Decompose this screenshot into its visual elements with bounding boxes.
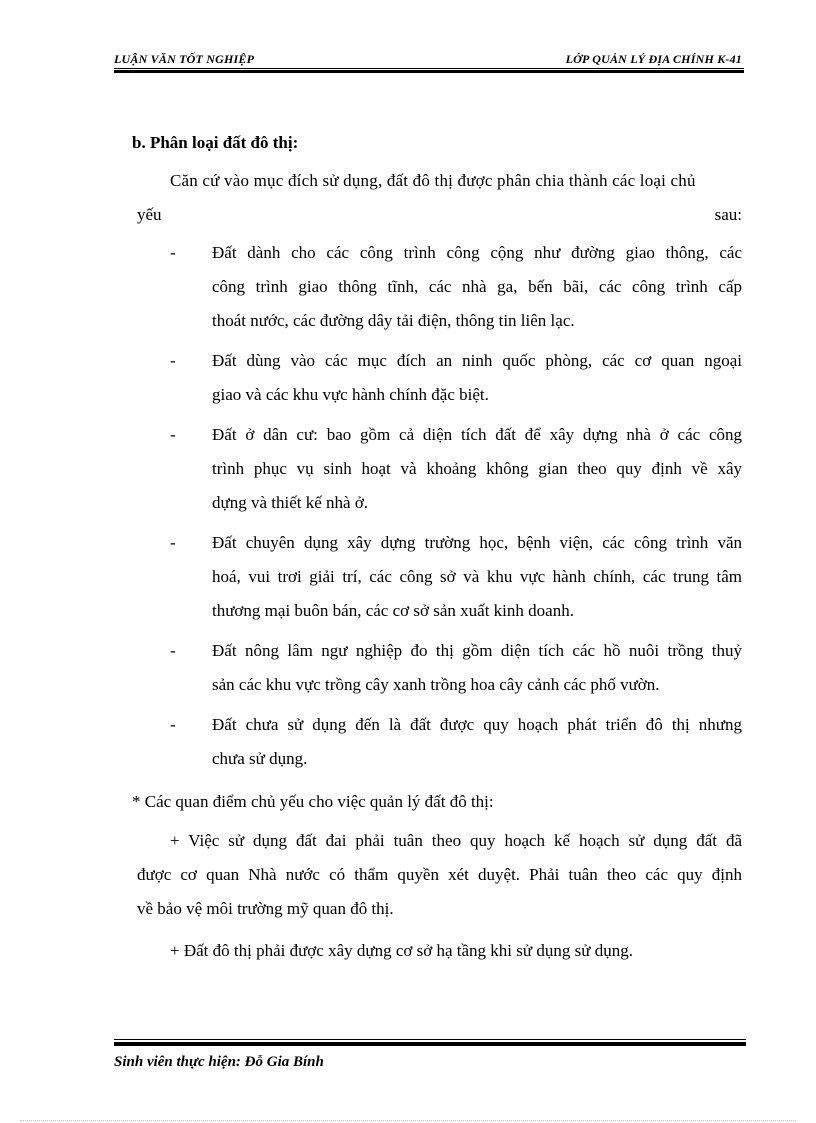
bullet-line: thương mại buôn bán, các cơ sở sản xuất kinh doanh. xyxy=(212,601,574,620)
bullet-item xyxy=(212,708,742,776)
viewpoint-1-line-1: + Việc sử dụng đất đai phải tuân theo quy hoạch kế hoạch sử dụng đất đã xyxy=(170,831,742,850)
intro-paragraph xyxy=(170,164,742,198)
bullet-dash: - xyxy=(170,351,176,370)
header-rule-thick xyxy=(114,70,744,73)
bullet-line: Đất chuyên dụng xây dựng trường học, bệnh viện, các công trình văn xyxy=(212,533,742,552)
bullet-line: Đất ở dân cư: bao gồm cả diện tích đất để xây dựng nhà ở các công xyxy=(212,425,742,444)
page-bottom-border xyxy=(20,1120,796,1121)
viewpoint-1-line-3: về bảo vệ môi trường mỹ quan đô thị. xyxy=(137,899,394,918)
header-rule-thin xyxy=(114,68,744,69)
bullet-dash: - xyxy=(170,425,176,444)
header-right-title: LỚP QUẢN LÝ ĐỊA CHÍNH K-41 xyxy=(565,52,742,66)
bullet-item xyxy=(212,634,742,702)
footer-author: Sinh viên thực hiện: Đỗ Gia Bính xyxy=(114,1054,324,1070)
intro-line-2-right: sau: xyxy=(714,205,742,224)
bullet-line: giao và các khu vực hành chính đặc biệt. xyxy=(212,385,489,404)
footer-rule-thick xyxy=(114,1042,746,1046)
viewpoint-1-line-1-wrap xyxy=(170,824,742,858)
bullet-line: hoá, vui trơi giải trí, các công sở và khu vực hành chính, các trung tâm xyxy=(212,567,742,586)
header-left-title: LUẬN VĂN TỐT NGHIỆP xyxy=(114,52,255,66)
bullet-line: Đất nông lâm ngư nghiệp đo thị gồm diện tích các hồ nuôi trồng thuỷ xyxy=(212,641,742,660)
bullet-dash: - xyxy=(170,243,176,262)
bullet-line: Đất dành cho các công trình công cộng như đường giao thông, các xyxy=(212,243,742,262)
viewpoints-title: * Các quan điểm chủ yếu cho việc quản lý đất đô thị: xyxy=(132,792,494,811)
intro-line-1: Căn cứ vào mục đích sử dụng, đất đô thị được phân chia thành các loại chủ xyxy=(170,171,696,190)
bullet-line: thoát nước, các đường dây tải điện, thông tin liên lạc. xyxy=(212,311,575,330)
footer-rule-thin xyxy=(114,1039,746,1040)
bullet-line: dựng và thiết kế nhà ở. xyxy=(212,493,369,512)
intro-line-2-left: yếu xyxy=(137,205,162,224)
bullet-line: trình phục vụ sinh hoạt và khoảng không gian theo quy định về xây xyxy=(212,459,742,478)
bullet-item xyxy=(212,344,742,412)
bullet-line: chưa sử dụng. xyxy=(212,749,308,768)
bullet-dash: - xyxy=(170,715,176,734)
section-heading: b. Phân loại đất đô thị: xyxy=(132,133,299,152)
viewpoint-1-line-2: được cơ quan Nhà nước có thẩm quyền xét duyệt. Phải tuân theo các quy định xyxy=(137,865,742,884)
viewpoint-1-rest xyxy=(137,858,742,926)
bullet-item xyxy=(212,526,742,628)
bullet-item xyxy=(212,418,742,520)
bullet-item xyxy=(212,236,742,338)
bullet-line: công trình giao thông tĩnh, các nhà ga, bến bãi, các công trình cấp xyxy=(212,277,742,296)
bullet-dash: - xyxy=(170,641,176,660)
page-header xyxy=(114,52,742,72)
bullet-line: Đất chưa sử dụng đến là đất được quy hoạch phát triển đô thị nhưng xyxy=(212,715,742,734)
viewpoint-2: + Đất đô thị phải được xây dựng cơ sở hạ tầng khi sử dụng sử dụng. xyxy=(170,941,633,960)
bullet-dash: - xyxy=(170,533,176,552)
bullet-line: Đất dùng vào các mục đích an ninh quốc phòng, các cơ quan ngoại xyxy=(212,351,742,370)
bullet-line: sản các khu vực trồng cây xanh trồng hoa cây cảnh các phố vườn. xyxy=(212,675,660,694)
